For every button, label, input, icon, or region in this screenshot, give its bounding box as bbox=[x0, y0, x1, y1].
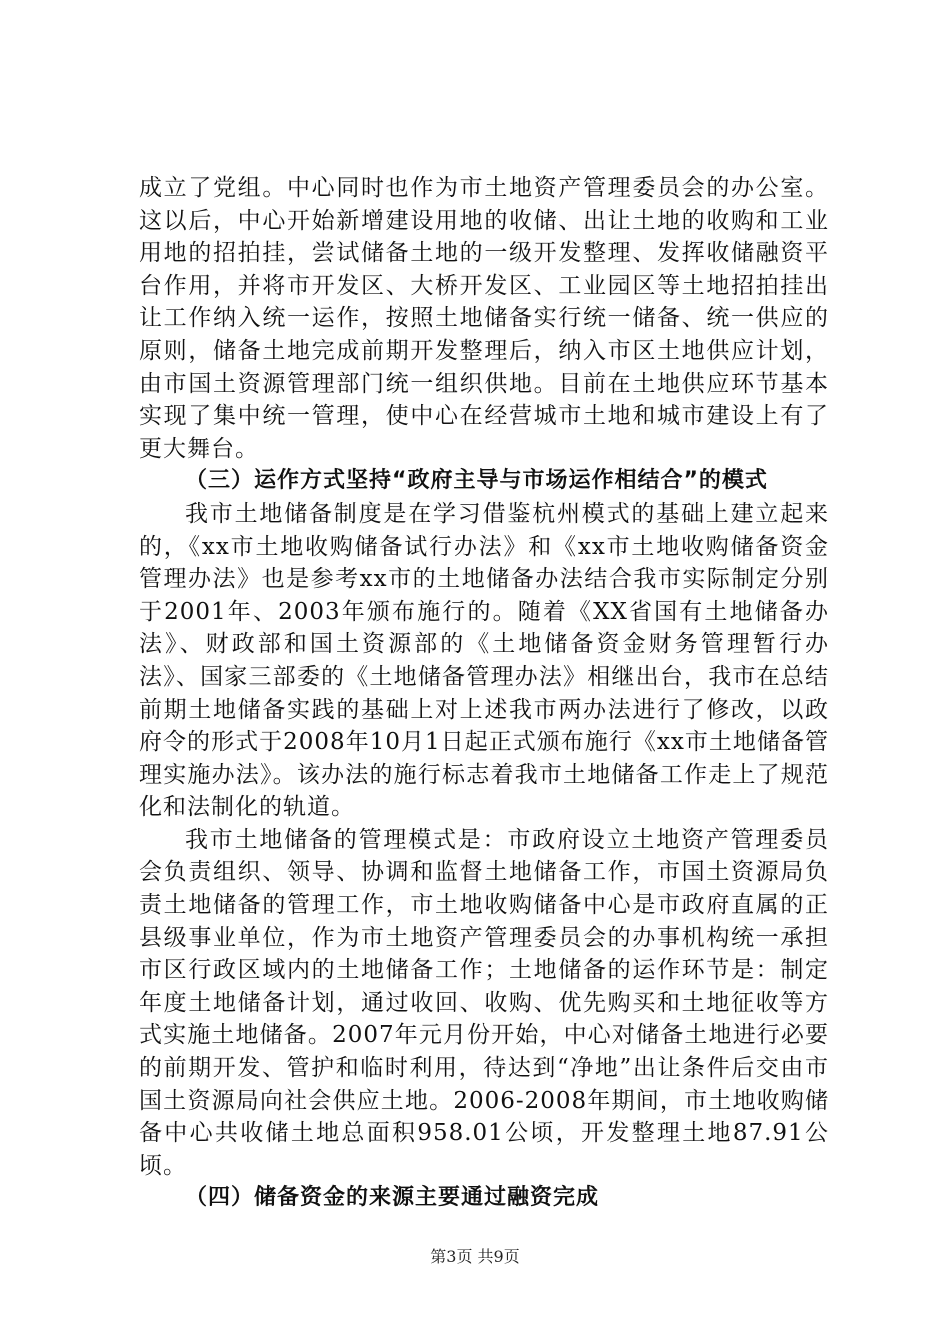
paragraph-legal-framework: 我市土地储备制度是在学习借鉴杭州模式的基础上建立起来的，《xx市土地收购储备试行办法》和《xx市土地收购储备资金管理办法》也是参考xx市的土地储备办法结合我市实际制定分别于2001年、2003年颁布施行的。随着《XX省国有土地储备办法》、财政部和国土资源部的《土地储备资金财务管理暂行办法》、国家三部委的《土地储备管理办法》相继出台，我市在总结前期土地储备实践的基础上对上述我市两办法进行了修改，以政府令的形式于2008年10月1日起正式颁布施行《xx市土地储备管理实施办法》。该办法的施行标志着我市土地储备工作走上了规范化和法制化的轨道。 bbox=[139, 500, 829, 821]
paragraph-continued: 成立了党组。中心同时也作为市土地资产管理委员会的办公室。这以后，中心开始新增建设用地的收储、出让土地的收购和工业用地的招拍挂，尝试储备土地的一级开发整理、发挥收储融资平台作用，并将市开发区、大桥开发区、工业园区等土地招拍挂出让工作纳入统一运作，按照土地储备实行统一储备、统一供应的原则，储备土地完成前期开发整理后，纳入市区土地供应计划，由市国土资源管理部门统一组织供地。目前在土地供应环节基本实现了集中统一管理，使中心在经营城市土地和城市建设上有了更大舞台。 bbox=[139, 175, 829, 462]
paragraph-management-model: 我市土地储备的管理模式是：市政府设立土地资产管理委员会负责组织、领导、协调和监督土地储备工作，市国土资源局负责土地储备的管理工作，市土地收购储备中心是市政府直属的正县级事业单位，作为市土地资产管理委员会的办事机构统一承担市区行政区域内的土地储备工作；土地储备的运作环节是：制定年度土地储备计划，通过收回、收购、优先购买和土地征收等方式实施土地储备。2007年元月份开始，中心对储备土地进行必要的前期开发、管护和临时利用，待达到“净地”出让条件后交由市国土资源局向社会供应土地。2006-2008年期间，市土地收购储备中心共收储土地总面积958.01公顷，开发整理土地87.91公顷。 bbox=[139, 826, 829, 1179]
section-heading-3: （三）运作方式坚持“政府主导与市场运作相结合”的模式 bbox=[185, 468, 768, 494]
page-number-footer: 第3页 共9页 bbox=[430, 1247, 520, 1266]
document-body bbox=[139, 172, 829, 1215]
section-heading-4: （四）储备资金的来源主要通过融资完成 bbox=[185, 1185, 600, 1211]
